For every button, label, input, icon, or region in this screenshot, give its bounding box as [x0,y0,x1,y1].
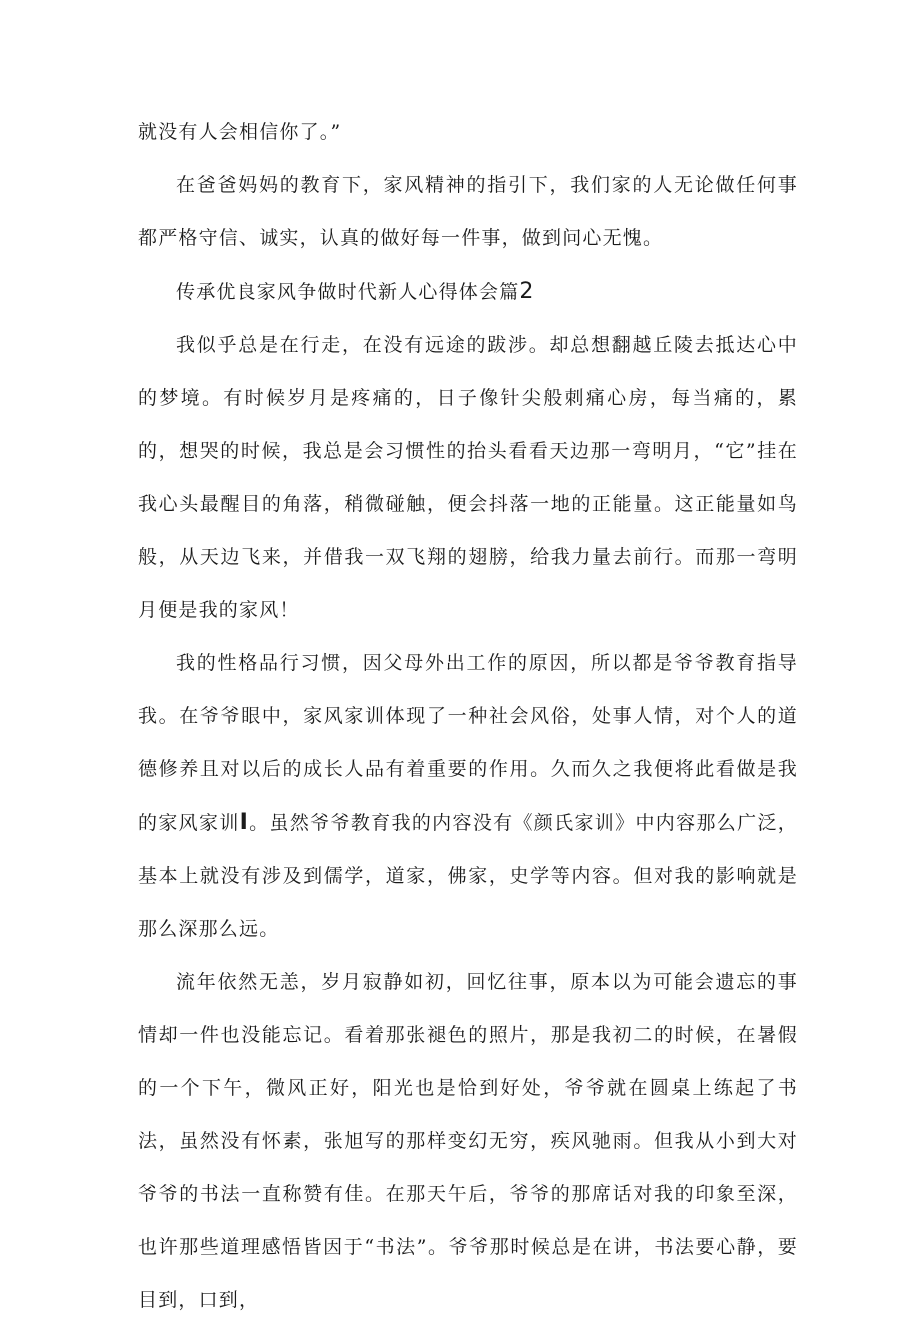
paragraph-moon: 我似乎总是在行走，在没有远途的跋涉。却总想翻越丘陵去抵达心中的梦境。有时候岁月是疼痛的，日子像针尖般刺痛心房，每当痛的，累的，想哭的时候，我总是会习惯性的抬头看看天边那一弯明月，“它”挂在我心头最醒目的角落，稍微碰触，便会抖落一地的正能量。这正能量如鸟般，从天边飞来，并借我一双飞翔的翅膀，给我力量去前行。而那一弯明月便是我的家风！ [138,334,798,621]
paragraph-grandfather [138,637,798,956]
section-heading-number: 2 [519,279,534,304]
section-heading [138,265,798,319]
document-page [138,106,798,1327]
section-heading-text: 传承优良家风争做时代新人心得体会篇 [176,281,520,303]
paragraph-calligraphy: 流年依然无恙，岁月寂静如初，回忆往事，原本以为可能会遗忘的事情却一件也没能忘记。看着那张褪色的照片，那是我初二的时候，在暑假的一个下午，微风正好，阳光也是恰到好处，爷爷就在圆桌上练起了书法，虽然没有怀素，张旭写的那样变幻无穷，疾风驰雨。但我从小到大对爷爷的书法一直称赞有佳。在那天午后，爷爷的那席话对我的印象至深，也许那些道理感悟皆因于“书法”。爷爷那时候总是在讲，书法要心静，要目到，口到， [138,971,798,1311]
paragraph-grandfather-part1: 我的性格品行习惯，因父母外出工作的原因，所以都是爷爷教育指导我。在爷爷眼中，家风家训体现了一种社会风俗，处事人情，对个人的道德修养且对以后的成长人品有着重要的作用。久而久之我便将此看做是我的家风家训 [138,652,798,834]
paragraph-family-influence: 在爸爸妈妈的教育下，家风精神的指引下，我们家的人无论做任何事都严格守信、诚实，认真的做好每一件事，做到问心无愧。 [138,174,798,249]
paragraph-grandfather-mark: I [239,810,250,835]
paragraph-continuation: 就没有人会相信你了。” [138,121,342,143]
paragraph-grandfather-part2: 。虽然爷爷教育我的内容没有《颜氏家训》中内容那么广泛，基本上就没有涉及到儒学，道家，佛家，史学等内容。但对我的影响就是那么深那么远。 [138,812,798,940]
